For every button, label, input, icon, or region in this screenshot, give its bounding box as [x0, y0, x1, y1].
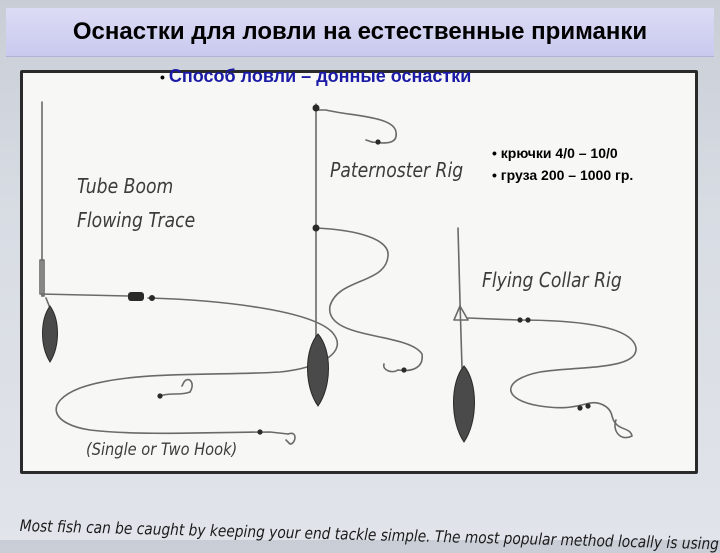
title-bar [6, 8, 714, 57]
tube-boom-dropper [160, 392, 190, 396]
tube-boom-trace [56, 298, 337, 434]
rig-label-paternoster: Paternoster Rig [330, 158, 464, 182]
flying-collar-bead-4 [585, 403, 590, 408]
tube-boom-dot [149, 295, 155, 301]
spec-weights-text: груза 200 – 1000 гр. [500, 167, 634, 183]
tube-boom-hook-1 [182, 380, 192, 392]
subtitle-bullet: • [160, 69, 165, 85]
specs-block [492, 142, 633, 186]
paternoster-hook-2 [384, 364, 398, 372]
flying-collar-main-line [458, 228, 462, 368]
spec-hooks-text: крючки 4/0 – 10/0 [500, 145, 618, 161]
paternoster-hook-1 [366, 140, 372, 142]
tube-boom-bead [128, 292, 144, 301]
paternoster-weight [308, 334, 329, 406]
flying-collar-bead-3 [577, 405, 582, 410]
tube-boom-hook-2 [286, 433, 295, 444]
tube-boom-arm [40, 260, 128, 296]
rig-label-flying-collar: Flying Collar Rig [482, 268, 622, 292]
subtitle-text: Способ ловли – донные оснастки [168, 66, 472, 86]
paternoster-bead-bottom [401, 367, 406, 372]
spec-bullet: • [492, 145, 497, 161]
flying-collar-trace [468, 318, 636, 408]
paternoster-swivel-top [313, 105, 320, 112]
flying-collar-hook [586, 403, 632, 438]
tube-boom-trace-bead [257, 429, 262, 434]
slide-subtitle [160, 66, 471, 87]
spec-weights [492, 164, 633, 186]
paternoster-mid-snood [316, 228, 422, 370]
paternoster-top-snood [316, 110, 396, 143]
spec-bullet: • [492, 167, 497, 183]
spec-hooks [492, 142, 633, 164]
flying-collar-bead-2 [525, 317, 530, 322]
rig-label-tube-boom-note: (Single or Two Hook) [86, 440, 238, 460]
paternoster-bead-top [375, 139, 380, 144]
tube-boom-weight [43, 306, 58, 362]
tube-boom-dropper-bead [157, 393, 162, 398]
page-caption: Most fish can be caught by keeping your end tackle simple. The most popular method locally is using [19, 516, 720, 553]
slide-title: Оснастки для ловли на естественные приманки [72, 18, 648, 45]
paternoster-swivel-mid [313, 225, 320, 232]
flying-collar-bead-1 [517, 317, 522, 322]
rig-label-tube-boom-1: Tube Boom [77, 174, 174, 198]
flying-collar-weight [454, 366, 475, 442]
rig-label-tube-boom-2: Flowing Trace [77, 208, 196, 232]
